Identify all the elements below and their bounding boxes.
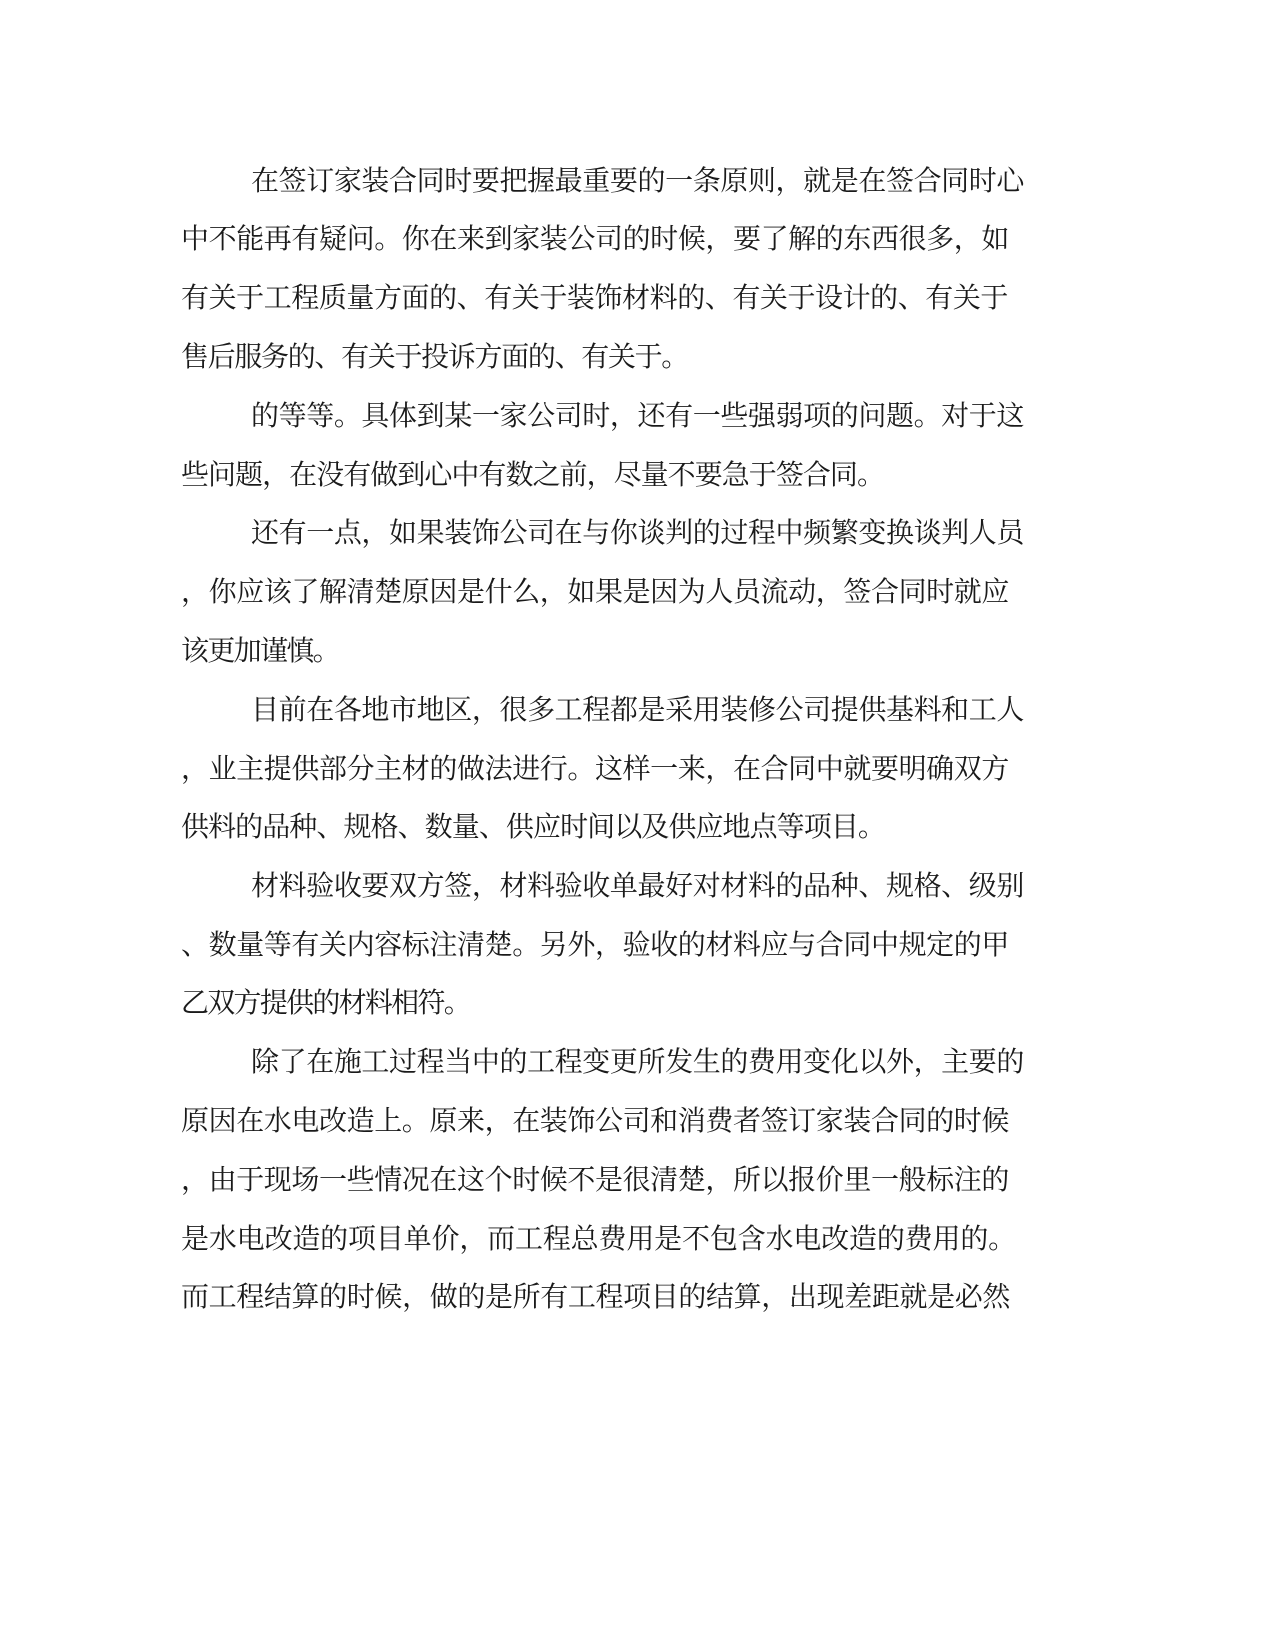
line-text: 是水电改造的项目单价，而工程总费用是不包含水电改造的费用的。 [181, 1222, 1016, 1255]
text-line [0, 1219, 1275, 1259]
line-text: 中不能再有疑问。你在来到家装公司的时候，要了解的东西很多，如 [181, 222, 1009, 255]
text-line [0, 690, 1275, 730]
line-text: ，业主提供部分主材的做法进行。这样一来，在合同中就要明确双方 [181, 752, 1009, 785]
line-text: 、数量等有关内容标注清楚。另外，验收的材料应与合同中规定的甲 [181, 928, 1009, 961]
text-line [0, 807, 1275, 847]
line-text: ，你应该了解清楚原因是什么，如果是因为人员流动，签合同时就应 [181, 575, 1009, 608]
text-line [0, 161, 1275, 201]
line-text: 还有一点，如果装饰公司在与你谈判的过程中频繁变换谈判人员 [251, 516, 1024, 549]
text-line [0, 925, 1275, 965]
line-text: 原因在水电改造上。原来，在装饰公司和消费者签订家装合同的时候 [181, 1104, 1009, 1137]
text-line [0, 278, 1275, 318]
line-text: 供料的品种、规格、数量、供应时间以及供应地点等项目。 [181, 810, 885, 843]
text-line [0, 572, 1275, 612]
line-text: 材料验收要双方签，材料验收单最好对材料的品种、规格、级别 [251, 869, 1024, 902]
text-line [0, 337, 1275, 377]
line-text: 的等等。具体到某一家公司时，还有一些强弱项的问题。对于这 [251, 399, 1024, 432]
text-line [0, 749, 1275, 789]
line-text: 在签订家装合同时要把握最重要的一条原则，就是在签合同时心 [251, 164, 1024, 197]
text-line [0, 219, 1275, 259]
text-line [0, 983, 1275, 1023]
line-text: 些问题，在没有做到心中有数之前，尽量不要急于签合同。 [181, 458, 884, 491]
line-text: 而工程结算的时候，做的是所有工程项目的结算，出现差距就是必然 [181, 1280, 1010, 1313]
text-line [0, 396, 1275, 436]
line-text: 售后服务的、有关于投诉方面的、有关于。 [181, 340, 688, 373]
text-line [0, 631, 1275, 671]
line-text: 除了在施工过程当中的工程变更所发生的费用变化以外，主要的 [251, 1045, 1024, 1078]
line-text: 该更加谨慎。 [181, 634, 339, 667]
text-line [0, 1101, 1275, 1141]
line-text: 有关于工程质量方面的、有关于装饰材料的、有关于设计的、有关于 [181, 281, 1008, 314]
line-text: 目前在各地市地区，很多工程都是采用装修公司提供基料和工人 [251, 693, 1024, 726]
line-text: ，由于现场一些情况在这个时候不是很清楚，所以报价里一般标注的 [181, 1163, 1009, 1196]
text-line [0, 1277, 1275, 1317]
line-text: 乙双方提供的材料相符。 [181, 986, 470, 1019]
text-line [0, 1160, 1275, 1200]
text-line [0, 455, 1275, 495]
text-line [0, 513, 1275, 553]
text-line [0, 866, 1275, 906]
text-line [0, 1042, 1275, 1082]
